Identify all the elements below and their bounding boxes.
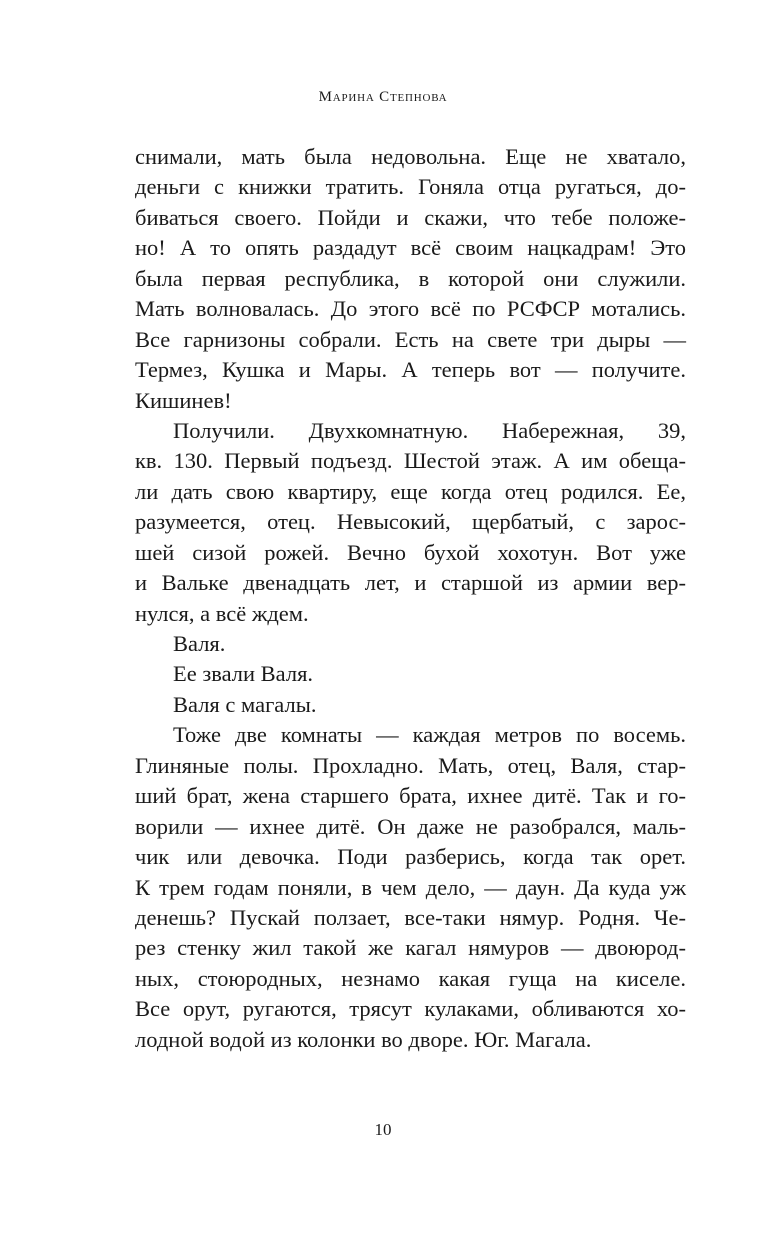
text-line: денешь? Пускай ползает, все-таки нямур. Родня. Че- bbox=[135, 904, 686, 930]
text-line: биваться своего. Пойди и скажи, что тебе положе- bbox=[135, 204, 686, 230]
text-line: и Вальке двенадцать лет, и старшой из армии вер- bbox=[135, 570, 686, 596]
text-line: Кишинев! bbox=[135, 387, 232, 413]
text-line: лодной водой из колонки во дворе. Юг. Магала. bbox=[135, 1026, 592, 1052]
body-text bbox=[135, 142, 686, 1055]
page-number: 10 bbox=[374, 1120, 392, 1139]
text-line: ли дать свою квартиру, еще когда отец родился. Ее, bbox=[135, 478, 686, 504]
text-line: кв. 130. Первый подъезд. Шестой этаж. А им обеща- bbox=[135, 448, 686, 474]
text-line: Все орут, ругаются, трясут кулаками, обливаются хо- bbox=[135, 996, 686, 1022]
text-line: Валя. bbox=[173, 631, 226, 656]
text-line: Термез, Кушка и Мары. А теперь вот — получите. bbox=[135, 357, 686, 383]
text-line: ший брат, жена старшего брата, ихнее дитё. Так и го- bbox=[135, 783, 686, 809]
text-line: Получили. Двухкомнатную. Набережная, 39, bbox=[173, 417, 686, 443]
text-line: ворили — ихнее дитё. Он даже не разобрался, маль- bbox=[135, 813, 686, 839]
text-line: Все гарнизоны собрали. Есть на свете три дыры — bbox=[135, 326, 686, 352]
text-line: снимали, мать была недовольна. Еще не хватало, bbox=[135, 144, 686, 169]
text-line: Мать волновалась. До этого всё по РСФСР мотались. bbox=[135, 296, 686, 322]
text-line: разумеется, отец. Невысокий, щербатый, с зарос- bbox=[135, 509, 686, 535]
text-line: была первая республика, в которой они служили. bbox=[135, 265, 686, 291]
running-header-author: Марина Степнова bbox=[318, 89, 448, 105]
text-line: шей сизой рожей. Вечно бухой хохотун. Вот уже bbox=[135, 539, 686, 565]
text-line: Тоже две комнаты — каждая метров по восемь. bbox=[173, 722, 686, 748]
text-line: Глиняные полы. Прохладно. Мать, отец, Валя, стар- bbox=[135, 752, 686, 778]
text-line: но! А то опять раздадут всё своим нацкадрам! Это bbox=[135, 235, 686, 261]
text-line: ных, стоюродных, незнамо какая гуща на киселе. bbox=[135, 965, 686, 991]
text-line: чик или девочка. Поди разберись, когда так орет. bbox=[135, 844, 686, 870]
text-line: Валя с магалы. bbox=[173, 691, 317, 717]
text-line: рез стенку жил такой же кагал нямуров — двоюрод- bbox=[135, 935, 686, 961]
text-line: К трем годам поняли, в чем дело, — даун. Да куда уж bbox=[135, 874, 686, 900]
text-line: деньги с книжки тратить. Гоняла отца ругаться, до- bbox=[135, 174, 686, 200]
text-line: нулся, а всё ждем. bbox=[135, 600, 309, 626]
text-line: Ее звали Валя. bbox=[173, 661, 314, 687]
